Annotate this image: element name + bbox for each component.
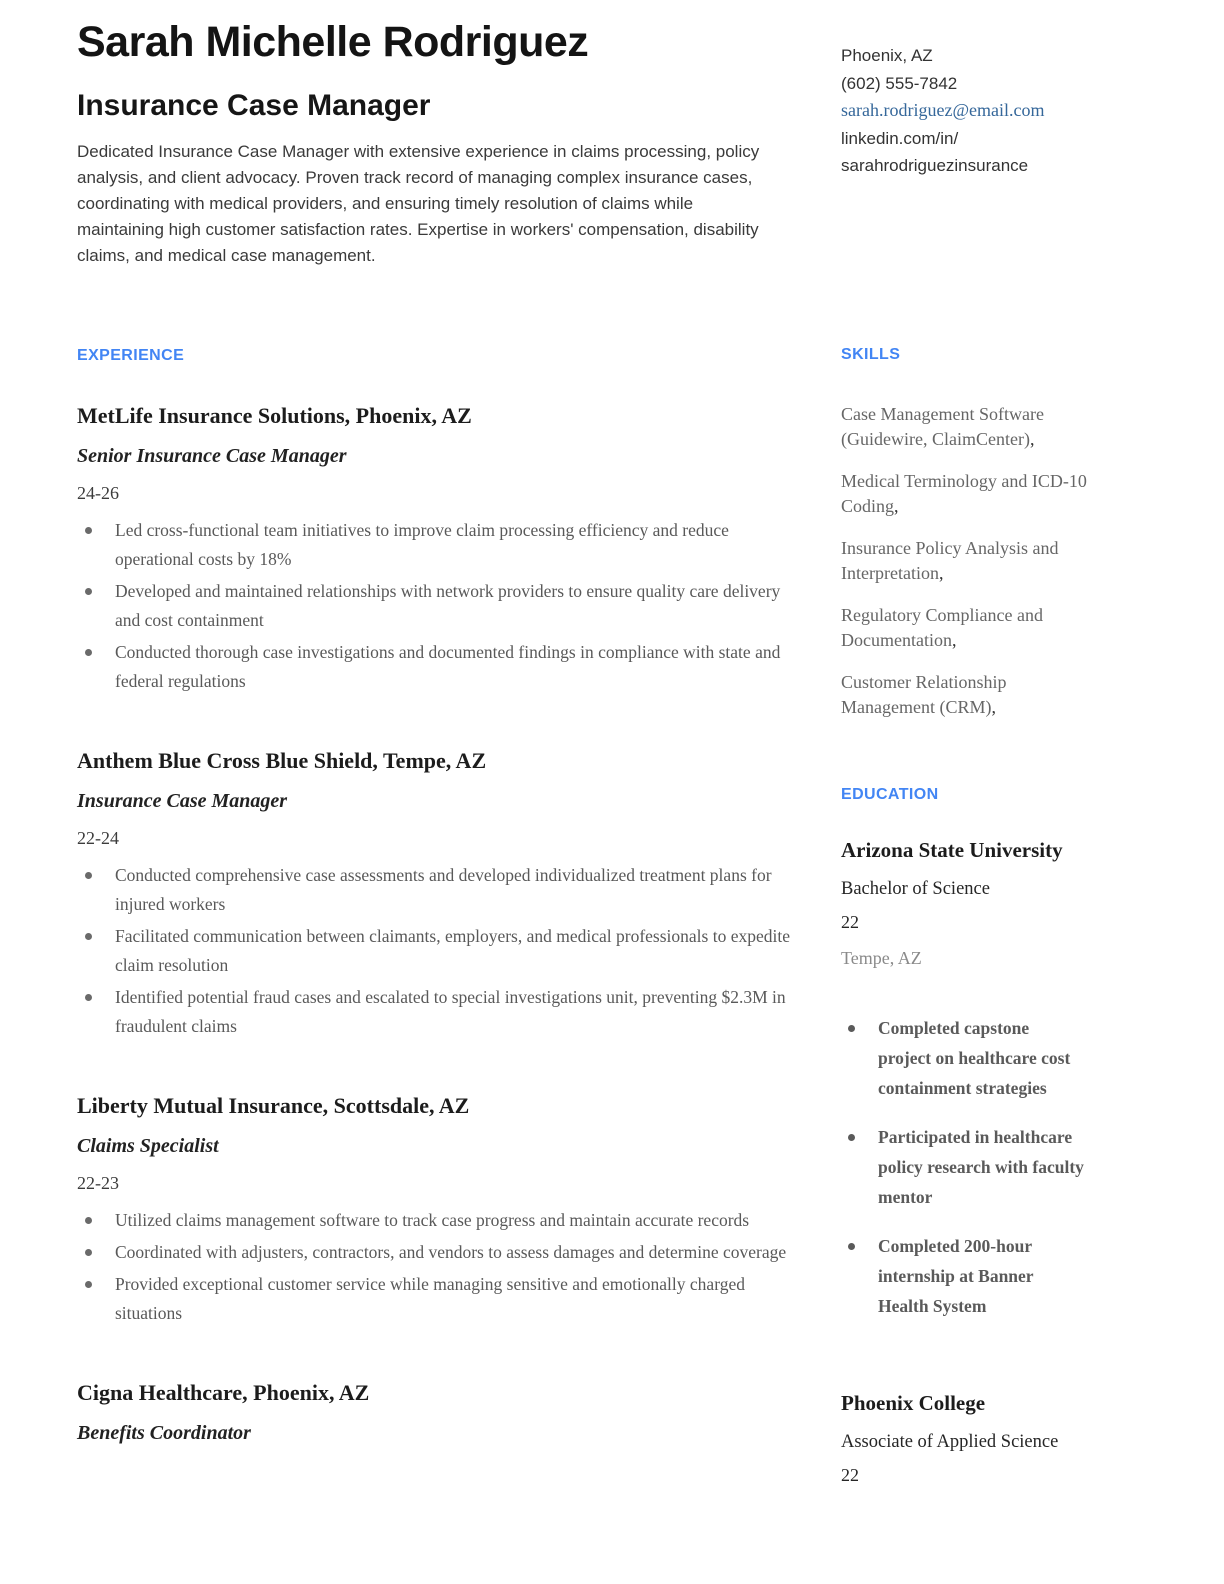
job-entry-anthem: [77, 748, 793, 1041]
skill-text: Insurance Policy Analysis and Interpretation: [841, 537, 1059, 583]
school-year: 22: [841, 1464, 859, 1485]
skills-list: [841, 402, 1103, 720]
sidebar-column: [841, 42, 1133, 1486]
bullet-item: Coordinated with adjusters, contractors, and vendors to assess damages and determine coverage: [115, 1238, 793, 1267]
bullet-item: Led cross-functional team initiatives to improve claim processing efficiency and reduce operational costs by 18%: [115, 516, 793, 574]
contact-location: Phoenix, AZ: [841, 46, 933, 65]
school-degree: Bachelor of Science: [841, 878, 990, 899]
skill-separator: ,: [951, 629, 957, 650]
bullet-item: Developed and maintained relationships with network providers to ensure quality care delivery and cost containment: [115, 577, 793, 635]
skill-item: [841, 536, 1103, 586]
job-position: Insurance Case Manager: [77, 790, 288, 813]
job-position: Senior Insurance Case Manager: [77, 445, 347, 468]
skill-item: [841, 603, 1103, 653]
job-entry-cigna: [77, 1380, 793, 1445]
contact-linkedin-line2: sarahrodriguezinsurance: [841, 156, 1029, 175]
job-company: Liberty Mutual Insurance, Scottsdale, AZ: [77, 1093, 470, 1119]
bullet-item: Participated in healthcare policy research with faculty mentor: [878, 1122, 1085, 1212]
skill-separator: ,: [1029, 428, 1035, 449]
bullet-item: Conducted comprehensive case assessments and developed individualized treatment plans for injured workers: [115, 861, 793, 919]
skill-item: [841, 670, 1103, 720]
experience-heading: EXPERIENCE: [77, 347, 185, 365]
job-dates: 22-24: [77, 828, 119, 849]
skill-item: [841, 469, 1103, 519]
school-degree: Associate of Applied Science: [841, 1431, 1059, 1452]
school-entry-phoenix-college: [841, 1391, 1133, 1486]
job-position: Claims Specialist: [77, 1135, 219, 1158]
job-position: Benefits Coordinator: [77, 1422, 251, 1445]
candidate-name: Sarah Michelle Rodriguez: [77, 18, 589, 66]
skill-separator: ,: [991, 696, 996, 717]
job-bullet-list: [77, 861, 793, 1041]
bullet-item: Conducted thorough case investigations and documented findings in compliance with state and federal regulations: [115, 638, 793, 696]
job-entry-metlife: [77, 403, 793, 696]
school-institution: Arizona State University: [841, 837, 1063, 862]
contact-email-link[interactable]: sarah.rodriguez@email.com: [841, 100, 1045, 120]
bullet-item: Facilitated communication between claimants, employers, and medical professionals to expedite claim resolution: [115, 922, 793, 980]
contact-block: [841, 42, 1133, 180]
education-heading: EDUCATION: [841, 785, 939, 803]
candidate-title: Insurance Case Manager: [77, 89, 431, 123]
skill-separator: ,: [938, 562, 944, 583]
skill-text: Case Management Software (Guidewire, ClaimCenter): [841, 403, 1044, 449]
school-entry-asu: [841, 838, 1133, 1321]
job-entry-liberty-mutual: [77, 1093, 793, 1328]
bullet-item: Utilized claims management software to track case progress and maintain accurate records: [115, 1206, 793, 1235]
school-location: Tempe, AZ: [841, 947, 922, 968]
skills-heading: SKILLS: [841, 345, 901, 363]
bullet-item: Identified potential fraud cases and escalated to special investigations unit, preventing $2.3M in fraudulent claims: [115, 983, 793, 1041]
main-column: [77, 20, 793, 1445]
job-bullet-list: [77, 1206, 793, 1328]
job-company: Anthem Blue Cross Blue Shield, Tempe, AZ: [77, 748, 487, 774]
job-company: Cigna Healthcare, Phoenix, AZ: [77, 1380, 370, 1406]
job-bullet-list: [77, 516, 793, 696]
skill-text: Regulatory Compliance and Documentation: [841, 604, 1043, 650]
job-dates: 22-23: [77, 1173, 119, 1194]
skill-separator: ,: [894, 495, 899, 516]
school-year: 22: [841, 911, 859, 932]
skill-text: Customer Relationship Management (CRM): [841, 671, 1007, 717]
skill-text: Medical Terminology and ICD-10 Coding: [841, 470, 1087, 516]
job-company: MetLife Insurance Solutions, Phoenix, AZ: [77, 403, 472, 429]
contact-phone: (602) 555-7842: [841, 73, 958, 93]
school-institution: Phoenix College: [841, 1390, 986, 1415]
summary-paragraph: Dedicated Insurance Case Manager with extensive experience in claims processing, policy analysis, and client advocacy. Proven track record of managing complex insurance cases, coordinating with medical providers, and ensuring timely resolution of claims while maintaining high customer satisfaction rates. Expertise in workers' compensation, disability claims, and medical case management.: [77, 142, 760, 266]
contact-linkedin-line1: linkedin.com/in/: [841, 128, 959, 148]
skill-item: [841, 402, 1103, 452]
job-dates: 24-26: [77, 483, 119, 504]
bullet-item: Completed 200-hour internship at Banner Health System: [878, 1231, 1085, 1321]
bullet-item: Provided exceptional customer service while managing sensitive and emotionally charged situations: [115, 1270, 793, 1328]
bullet-item: Completed capstone project on healthcare cost containment strategies: [878, 1013, 1085, 1103]
education-bullet-list: [841, 1013, 1085, 1321]
